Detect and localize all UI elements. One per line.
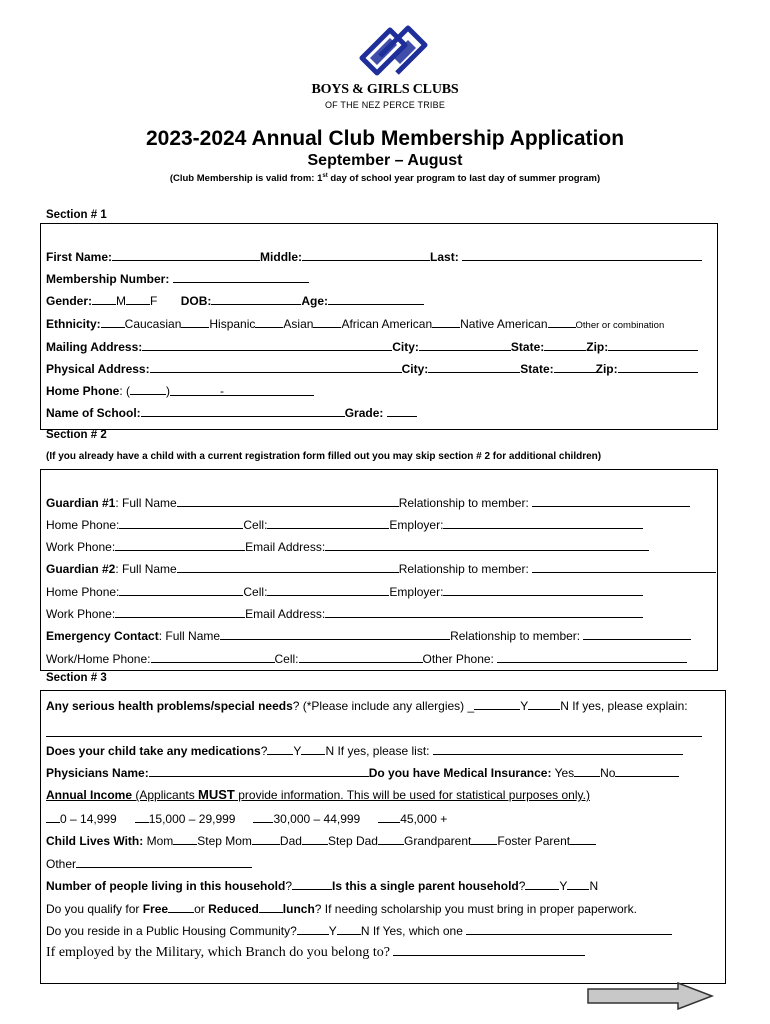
guardian1-relationship-field[interactable] — [532, 495, 690, 507]
home-phone-field[interactable] — [170, 384, 314, 396]
guardian2-home-phone-label: Home Phone: — [46, 585, 120, 599]
guardian1-row — [46, 495, 690, 510]
ethnicity-african-field[interactable] — [313, 316, 341, 328]
dob-field[interactable] — [211, 293, 301, 305]
guardian2-cell-field[interactable] — [267, 584, 389, 596]
guardian1-employer-field[interactable] — [443, 517, 643, 529]
household-row — [46, 878, 598, 893]
ethnicity-asian-field[interactable] — [255, 316, 283, 328]
health-n: N — [560, 699, 569, 713]
validity-sup: st — [322, 173, 328, 179]
guardian1-work-phone-field[interactable] — [115, 539, 245, 551]
ethnicity-caucasian: Caucasian — [124, 317, 182, 331]
income-2-field[interactable] — [135, 811, 149, 823]
emergency-phone-row — [46, 651, 687, 666]
qualify-pre: Do you qualify for — [46, 902, 143, 916]
income-3-field[interactable] — [253, 811, 273, 823]
medications-list-label: If yes, please list: — [334, 744, 430, 758]
club-logo-icon — [350, 18, 440, 80]
home-phone-row — [46, 383, 314, 398]
single-parent-n: N — [589, 879, 599, 893]
home-phone-label: Home Phone — [46, 384, 120, 398]
ethnicity-caucasian-field[interactable] — [101, 316, 125, 328]
first-name-field[interactable] — [112, 249, 260, 261]
guardian2-fullname-label: : Full Name — [115, 562, 177, 576]
ethnicity-native-american: Native American — [460, 317, 548, 331]
section-2-heading: Section # 2 — [46, 429, 107, 441]
housing-which-label: If Yes, which one — [369, 924, 463, 938]
income-1-field[interactable] — [46, 811, 60, 823]
guardian2-employer-label: Employer: — [389, 585, 444, 599]
guardian2-employer-field[interactable] — [443, 584, 643, 596]
reduced-label: Reduced — [208, 902, 259, 916]
lunch-label: lunch — [282, 902, 315, 916]
home-phone-dash: - — [220, 384, 225, 398]
physical-row — [46, 361, 698, 376]
guardian2-label: Guardian #2 — [46, 562, 116, 576]
emergency-row — [46, 628, 691, 643]
child-lives-label: Child Lives With: — [46, 834, 144, 848]
mailing-city-field[interactable] — [419, 339, 511, 351]
mailing-address-label: Mailing Address: — [46, 340, 143, 354]
single-parent-question: Is this a single parent household — [332, 879, 519, 893]
mailing-row — [46, 339, 698, 354]
single-parent-yes-field[interactable] — [525, 878, 559, 890]
guardian1-home-phone-label: Home Phone: — [46, 518, 120, 532]
emergency-cell-field[interactable] — [299, 651, 423, 663]
income-pre: (Applicants — [132, 788, 199, 802]
income-4-field[interactable] — [378, 811, 400, 823]
income-2: 15,000 – 29,999 — [148, 812, 236, 826]
health-y: Y — [520, 699, 529, 713]
work-home-phone-label: Work/Home Phone: — [46, 652, 151, 666]
insurance-yes: Yes — [554, 766, 575, 780]
ethnicity-hispanic-field[interactable] — [181, 316, 209, 328]
housing-n: N — [360, 924, 370, 938]
ethnicity-other-field[interactable] — [548, 316, 576, 328]
page-subtitle: September – August — [307, 152, 463, 169]
single-parent-y: Y — [559, 879, 568, 893]
guardian2-cell-label: Cell: — [243, 585, 268, 599]
grade-label: Grade: — [344, 406, 384, 420]
insurance-yes-field[interactable] — [574, 765, 600, 777]
home-phone-open: : ( — [119, 384, 131, 398]
housing-no-field[interactable] — [337, 923, 361, 935]
validity-post: day of school year program to last day of summer program) — [327, 173, 601, 185]
emergency-name-field[interactable] — [220, 628, 450, 640]
org-name: BOYS & GIRLS CLUBS — [311, 82, 459, 97]
health-question: Any serious health problems/special needs — [46, 699, 293, 713]
first-name-label: First Name: — [46, 250, 113, 264]
grade-field[interactable] — [387, 405, 417, 417]
physical-zip-field[interactable] — [618, 361, 698, 373]
guardian2-relationship-field[interactable] — [532, 561, 716, 573]
mailing-zip-field[interactable] — [608, 339, 698, 351]
medications-q: ? — [260, 744, 268, 758]
guardian2-work-row — [46, 606, 643, 621]
name-row — [46, 249, 702, 264]
health-yes-field[interactable] — [474, 698, 520, 710]
guardian2-email-label: Email Address: — [245, 607, 326, 621]
page-title: 2023-2024 Annual Club Membership Application — [145, 127, 625, 150]
physical-address-label: Physical Address: — [46, 362, 150, 376]
school-field[interactable] — [141, 405, 345, 417]
medications-y: Y — [293, 744, 302, 758]
health-no-field[interactable] — [528, 698, 560, 710]
income-3: 30,000 – 44,999 — [273, 812, 361, 826]
mailing-zip-label: Zip: — [586, 340, 609, 354]
gender-row — [46, 293, 424, 308]
military-field[interactable] — [393, 944, 585, 956]
ethnicity-hispanic: Hispanic — [209, 317, 256, 331]
qualify-post: ? If needing scholarship you must bring in proper paperwork. — [314, 902, 637, 916]
guardian1-home-phone-field[interactable] — [119, 517, 243, 529]
next-page-arrow-icon[interactable] — [585, 982, 715, 1010]
section-1-heading: Section # 1 — [46, 209, 107, 221]
ethnicity-native-field[interactable] — [432, 316, 460, 328]
income-row — [46, 788, 590, 802]
section-2-note: (If you already have a child with a current registration form filled out you may skip section # 2 for additional children) — [46, 451, 602, 462]
guardian1-email-label: Email Address: — [245, 540, 326, 554]
guardian2-relationship-label: Relationship to member: — [398, 562, 529, 576]
lives-step-mom-field[interactable] — [252, 833, 280, 845]
emergency-relationship-label: Relationship to member: — [450, 629, 581, 643]
lives-grandparent: Grandparent — [403, 834, 472, 848]
age-field[interactable] — [328, 293, 424, 305]
income-4: 45,000 + — [400, 812, 448, 826]
health-row — [46, 698, 688, 713]
school-row — [46, 405, 417, 420]
lives-step-mom: Step Mom — [197, 834, 252, 848]
mailing-city-label: City: — [392, 340, 419, 354]
other-phone-field[interactable] — [497, 651, 687, 663]
physical-zip-label: Zip: — [595, 362, 618, 376]
free-label: Free — [142, 902, 169, 916]
guardian1-cell-field[interactable] — [267, 517, 389, 529]
housing-yes-field[interactable] — [297, 923, 329, 935]
gender-f-field[interactable] — [126, 293, 150, 305]
emergency-cell-label: Cell: — [274, 652, 299, 666]
reduced-field[interactable] — [259, 901, 283, 913]
income-post: provide information. This will be used for statistical purposes only.) — [234, 788, 590, 802]
guardian2-work-phone-label: Work Phone: — [46, 607, 116, 621]
lives-foster-field[interactable] — [570, 833, 596, 845]
guardian1-label: Guardian #1 — [46, 496, 116, 510]
gender-label: Gender: — [46, 294, 93, 308]
insurance-no: No — [600, 766, 616, 780]
dob-label: DOB: — [180, 294, 212, 308]
child-lives-row — [46, 833, 596, 848]
income-must: MUST — [198, 787, 235, 802]
lives-dad-field[interactable] — [302, 833, 328, 845]
guardian1-name-field[interactable] — [177, 495, 399, 507]
medications-row — [46, 743, 683, 758]
public-housing-question: Do you reside in a Public Housing Community? — [46, 924, 297, 938]
lives-grandparent-field[interactable] — [471, 833, 497, 845]
work-home-phone-field[interactable] — [151, 651, 275, 663]
gender-m-label: M — [116, 294, 127, 308]
medications-yes-field[interactable] — [267, 743, 293, 755]
housing-which-field[interactable] — [466, 923, 672, 935]
medications-question: Does your child take any medications — [46, 744, 261, 758]
guardian2-email-field[interactable] — [325, 606, 643, 618]
annual-income-label: Annual Income — [46, 788, 133, 802]
physical-state-field[interactable] — [554, 361, 596, 373]
guardian1-work-row — [46, 539, 649, 554]
membership-number-label: Membership Number: — [46, 272, 170, 286]
mailing-state-field[interactable] — [544, 339, 586, 351]
guardian2-work-phone-field[interactable] — [115, 606, 245, 618]
home-phone-area-field[interactable] — [130, 383, 166, 395]
lives-foster-parent: Foster Parent — [497, 834, 571, 848]
physicians-field[interactable] — [149, 765, 369, 777]
org-subname: OF THE NEZ PERCE TRIBE — [324, 100, 446, 110]
lives-step-dad-field[interactable] — [378, 833, 404, 845]
guardian2-row — [46, 561, 716, 576]
guardian1-work-phone-label: Work Phone: — [46, 540, 116, 554]
or-label: or — [194, 902, 209, 916]
ethnicity-label: Ethnicity: — [46, 317, 101, 331]
validity-pre: (Club Membership is valid from: 1 — [169, 173, 323, 185]
military-question: If employed by the Military, which Branch do you belong to? — [46, 945, 390, 960]
income-1: 0 – 14,999 — [60, 812, 117, 826]
income-options-row — [46, 811, 447, 826]
mailing-state-label: State: — [510, 340, 545, 354]
insurance-no-field[interactable] — [615, 765, 679, 777]
physical-city-field[interactable] — [428, 361, 520, 373]
housing-row — [46, 923, 672, 938]
physical-state-label: State: — [520, 362, 554, 376]
single-parent-no-field[interactable] — [567, 878, 589, 890]
medications-list-field[interactable] — [433, 743, 683, 755]
lunch-row — [46, 901, 637, 916]
emergency-relationship-field[interactable] — [583, 628, 691, 640]
last-label: Last: — [430, 250, 459, 264]
guardian2-home-phone-field[interactable] — [119, 584, 243, 596]
membership-row — [46, 271, 309, 286]
physicians-label: Physicians Name: — [46, 766, 149, 780]
guardian1-relationship-label: Relationship to member: — [398, 496, 529, 510]
other-field[interactable] — [76, 856, 252, 868]
lives-mom: Mom — [143, 834, 174, 848]
single-parent-q: ? — [518, 879, 526, 893]
physical-city-label: City: — [401, 362, 429, 376]
guardian1-employer-label: Employer: — [389, 518, 444, 532]
health-allergies: ? (*Please include any allergies) _ — [292, 699, 475, 713]
mailing-address-field[interactable] — [142, 339, 392, 351]
health-explain: If yes, please explain: — [568, 699, 688, 713]
middle-label: Middle: — [260, 250, 303, 264]
emergency-contact-label: Emergency Contact — [46, 629, 159, 643]
household-question: Number of people living in this household — [46, 879, 286, 893]
membership-number-field[interactable] — [173, 271, 309, 283]
validity-note — [0, 173, 770, 184]
guardian1-fullname-label: : Full Name — [115, 496, 177, 510]
guardian2-phone-row — [46, 584, 643, 599]
medications-n: N — [325, 744, 335, 758]
military-row — [46, 944, 585, 960]
gender-f-label: F — [150, 294, 158, 308]
lives-step-dad: Step Dad — [327, 834, 378, 848]
medications-no-field[interactable] — [301, 743, 325, 755]
middle-name-field[interactable] — [302, 249, 430, 261]
ethnicity-african-american: African American — [341, 317, 433, 331]
guardian1-email-field[interactable] — [325, 539, 649, 551]
ethnicity-other: Other or combination — [575, 320, 665, 331]
guardian1-cell-label: Cell: — [243, 518, 268, 532]
home-phone-close: ) — [166, 384, 171, 398]
physician-row — [46, 765, 679, 780]
other-label: Other — [46, 857, 77, 871]
age-label: Age: — [301, 294, 329, 308]
health-explain-line[interactable] — [46, 736, 702, 737]
household-count-field[interactable] — [292, 878, 332, 890]
emergency-fullname-label: : Full Name — [158, 629, 221, 643]
lives-mom-field[interactable] — [173, 833, 197, 845]
gender-m-field[interactable] — [92, 293, 116, 305]
physical-address-field[interactable] — [150, 361, 402, 373]
section-3-heading: Section # 3 — [46, 672, 107, 684]
last-name-field[interactable] — [462, 249, 702, 261]
guardian1-phone-row — [46, 517, 643, 532]
school-label: Name of School: — [46, 406, 141, 420]
housing-y: Y — [328, 924, 337, 938]
ethnicity-asian: Asian — [283, 317, 314, 331]
ethnicity-row — [46, 316, 664, 333]
lives-dad: Dad — [279, 834, 302, 848]
other-phone-label: Other Phone: — [422, 652, 494, 666]
guardian2-name-field[interactable] — [177, 561, 399, 573]
insurance-question: Do you have Medical Insurance: — [368, 766, 552, 780]
free-field[interactable] — [168, 901, 194, 913]
household-q: ? — [285, 879, 293, 893]
other-row — [46, 856, 252, 871]
